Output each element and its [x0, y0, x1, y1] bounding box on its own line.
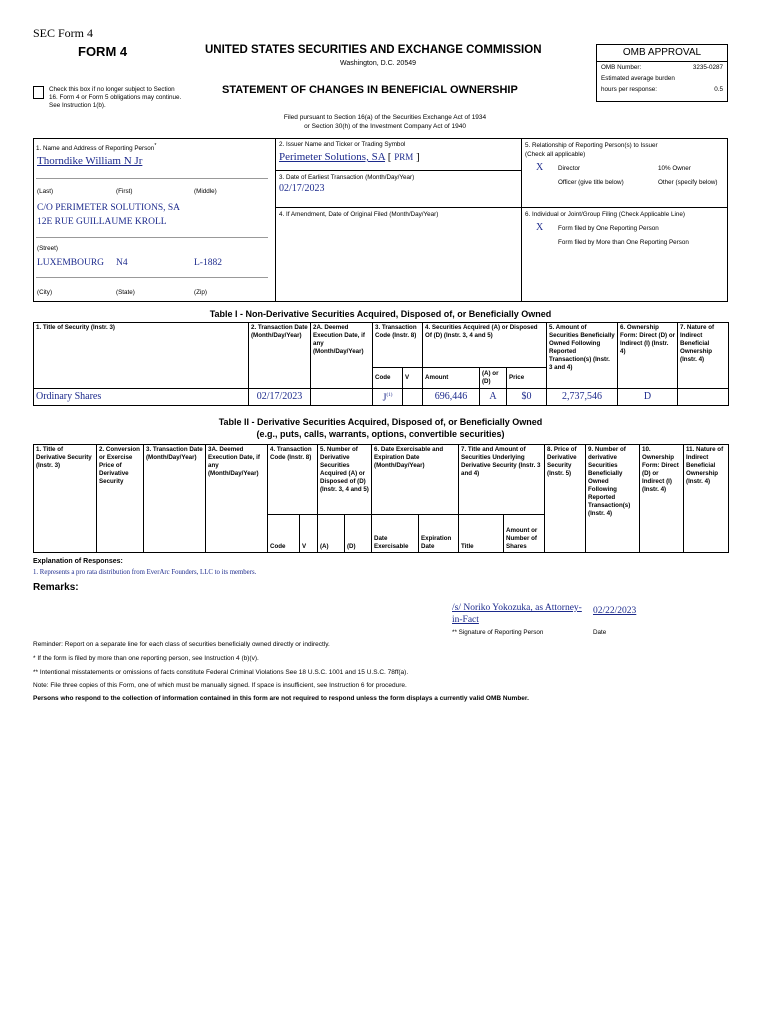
t1-owned-following: 2,737,546 [547, 389, 618, 406]
commission-location: Washington, D.C. 20549 [340, 60, 417, 67]
omb-burden-label: Estimated average burden [601, 75, 675, 82]
note-omb: Persons who respond to the collection of information contained in this form are not required to respond unless the form displays a currently valid OMB Number. [33, 695, 529, 702]
date-label: Date [593, 629, 607, 636]
omb-number: 3235-0287 [692, 64, 723, 71]
t1-security-title: Ordinary Shares [34, 389, 249, 406]
t1-h7: 7. Nature of Indirect Beneficial Ownership (Instr. 4) [678, 323, 729, 389]
explanation-heading: Explanation of Responses: [33, 558, 123, 565]
t2-h8: 8. Price of Derivative Security (Instr. 5) [545, 445, 586, 553]
t2-date-ex-header: Date Exercisable [372, 515, 419, 553]
table2-title: Table II - Derivative Securities Acquired, Disposed of, or Beneficially Owned (e.g., puts, calls, warrants, options, convertible securities) [218, 417, 543, 439]
t1-ownership-form: D [618, 389, 678, 406]
director-label: Director [558, 165, 581, 172]
issuer-ticker: PRM [394, 152, 414, 162]
state-value: N4 [116, 258, 128, 268]
statement-title: STATEMENT OF CHANGES IN BENEFICIAL OWNERSHIP [222, 84, 518, 96]
t1-amount-header: Amount [423, 368, 480, 389]
t1-price: $0 [507, 389, 547, 406]
t1-code: $J^{(1)}$ [373, 389, 403, 406]
omb-hours-label: hours per response: [601, 86, 658, 93]
ten-pct-owner-label: 10% Owner [658, 165, 691, 172]
table1-title: Table I - Non-Derivative Securities Acquired, Disposed of, or Beneficially Owned [209, 309, 552, 319]
box6-label: 6. Individual or Joint/Group Filing (Check Applicable Line) [525, 211, 685, 218]
box5-label: 5. Relationship of Reporting Person(s) to Issuer (Check all applicable) [525, 142, 658, 158]
t2-h5: 5. Number of Derivative Securities Acquired (A) or Disposed of (D) (Instr. 3, 4 and 5) [318, 445, 372, 515]
table2 [33, 444, 729, 553]
note-joint-filing: * If the form is filed by more than one reporting person, see Instruction 4 (b)(v). [33, 655, 259, 662]
t2-h2: 2. Conversion or Exercise Price of Derivative Security [97, 445, 144, 553]
t2-amount-header: Amount or Number of Shares [504, 515, 545, 553]
signature-label: ** Signature of Reporting Person [452, 629, 544, 636]
t2-title-header: Title [459, 515, 504, 553]
t1-v [403, 389, 423, 406]
middle-label: (Middle) [194, 188, 217, 195]
t1-transaction-date: 02/17/2023 [249, 389, 311, 406]
t2-h11: 11. Nature of Indirect Beneficial Ownership (Instr. 4) [684, 445, 729, 553]
section16-checkbox[interactable] [33, 86, 44, 99]
t1-code-header: Code [373, 368, 403, 389]
omb-title: OMB APPROVAL [597, 45, 727, 62]
issuer-name[interactable]: Perimeter Solutions, SA [279, 151, 386, 163]
more-person-label: Form filed by More than One Reporting Person [558, 239, 689, 246]
t1-h3: 3. Transaction Code (Instr. 8) [373, 323, 423, 368]
remarks-heading: Remarks: [33, 582, 79, 593]
reminder-text: Reminder: Report on a separate line for each class of securities beneficially owned directly or indirectly. [33, 641, 330, 648]
city-value: LUXEMBOURG [37, 258, 105, 268]
first-label: (First) [116, 188, 133, 195]
issuer-name-ticker: Perimeter Solutions, SA [ PRM ] [279, 151, 420, 163]
omb-approval-box [596, 44, 728, 102]
t1-h2: 2. Transaction Date (Month/Day/Year) [249, 323, 311, 389]
commission-title: UNITED STATES SECURITIES AND EXCHANGE COMMISSION [205, 44, 542, 56]
t1-amount: 696,446 [423, 389, 480, 406]
signature-date: 02/22/2023 [593, 606, 637, 616]
filed-pursuant: Filed pursuant to Section 16(a) of the Securities Exchange Act of 1934 or Section 30(h) of the Investment Company Act of 1940 [283, 114, 487, 130]
last-label: (Last) [37, 188, 54, 195]
t2-h1: 1. Title of Derivative Security (Instr. 3) [34, 445, 97, 553]
address-line-1: C/O PERIMETER SOLUTIONS, SA [37, 203, 181, 213]
table1 [33, 322, 729, 406]
t1-aord: A [480, 389, 507, 406]
t2-h4: 4. Transaction Code (Instr. 8) [268, 445, 318, 515]
street-label: (Street) [37, 245, 58, 252]
city-label: (City) [37, 289, 53, 296]
signature[interactable]: /s/ Noriko Yokozuka, as Attorney-in-Fact [452, 603, 582, 625]
zip-label: (Zip) [194, 289, 207, 296]
t1-price-header: Price [507, 368, 547, 389]
t1-aord-header: (A) or (D) [480, 368, 507, 389]
form-title: FORM 4 [78, 44, 128, 59]
note-misstatements: ** Intentional misstatements or omissions of facts constitute Federal Criminal Violations See 18 U.S.C. 1001 and 15 U.S.C. 78ff(a). [33, 669, 409, 676]
t2-a-header: (A) [318, 515, 345, 553]
box3-label: 3. Date of Earliest Transaction (Month/Day/Year) [279, 174, 415, 181]
state-label: (State) [116, 289, 135, 296]
reporting-person-name[interactable]: Thorndike William N Jr [37, 155, 143, 167]
t1-deemed-date [311, 389, 373, 406]
checkbox-text: Check this box if no longer subject to Section 16. Form 4 or Form 5 obligations may continue. See Instruction 1(b). [49, 86, 182, 109]
t2-h3: 3. Transaction Date (Month/Day/Year) [144, 445, 206, 553]
t2-exp-header: Expiration Date [419, 515, 459, 553]
t2-code-header: Code [268, 515, 300, 553]
t2-d-header: (D) [345, 515, 372, 553]
other-label: Other (specify below) [658, 179, 718, 186]
t1-h1: 1. Title of Security (Instr. 3) [34, 323, 249, 389]
t2-h9: 9. Number of derivative Securities Beneficially Owned Following Reported Transaction(s) (Instr. 4) [586, 445, 640, 553]
officer-label: Officer (give title below) [558, 179, 624, 186]
note-copies: Note: File three copies of this Form, one of which must be manually signed. If space is insufficient, see Instruction 6 for procedure. [33, 682, 407, 689]
t2-h7: 7. Title and Amount of Securities Underlying Derivative Security (Instr. 3 and 4) [459, 445, 545, 515]
t2-h10: 10. Ownership Form: Direct (D) or Indirect (I) (Instr. 4) [640, 445, 684, 553]
box4-label: 4. If Amendment, Date of Original Filed (Month/Day/Year) [279, 211, 439, 218]
t1-h5: 5. Amount of Securities Beneficially Owned Following Reported Transaction(s) (Instr. 3 and 4) [547, 323, 618, 389]
one-person-check[interactable]: X [536, 222, 544, 233]
omb-hours: 0.5 [714, 86, 723, 93]
t1-h4: 4. Securities Acquired (A) or Disposed Of (D) (Instr. 3, 4 and 5) [423, 323, 547, 368]
footnote-1-ref[interactable]: (1) [386, 392, 393, 398]
box1-label: 1. Name and Address of Reporting Person* [36, 143, 157, 153]
table-row [34, 389, 729, 406]
t2-h3a: 3A. Deemed Execution Date, if any (Month/Day/Year) [206, 445, 268, 553]
footnote-1: 1. Represents a pro rata distribution from EverArc Founders, LLC to its members. [33, 569, 257, 576]
t1-h6: 6. Ownership Form: Direct (D) or Indirect (I) (Instr. 4) [618, 323, 678, 389]
earliest-transaction-date: 02/17/2023 [279, 183, 325, 194]
box2-label: 2. Issuer Name and Ticker or Trading Symbol [279, 141, 406, 148]
zip-value: L-1882 [194, 258, 222, 268]
director-check[interactable]: X [536, 162, 544, 173]
address-line-2: 12E RUE GUILLAUME KROLL [37, 217, 167, 227]
sec-form-label: SEC Form 4 [33, 26, 94, 40]
t2-v-header: V [300, 515, 318, 553]
t1-h2a: 2A. Deemed Execution Date, if any (Month/Day/Year) [311, 323, 373, 389]
t1-v-header: V [403, 368, 423, 389]
t2-h6: 6. Date Exercisable and Expiration Date (Month/Day/Year) [372, 445, 459, 515]
one-person-label: Form filed by One Reporting Person [558, 225, 659, 232]
omb-number-label: OMB Number: [601, 64, 642, 71]
t1-nature [678, 389, 729, 406]
